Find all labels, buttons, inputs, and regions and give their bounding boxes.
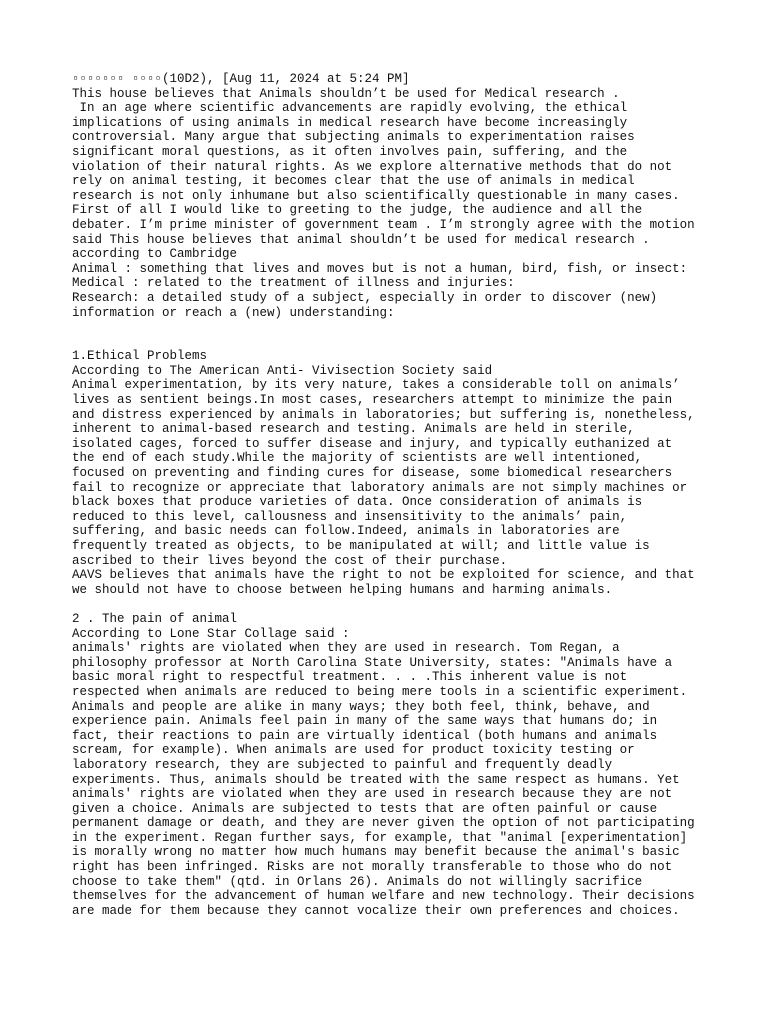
- text-line: In an age where scientific advancements are rapidly evolving, the ethical: [72, 101, 628, 116]
- text-line: isolated cages, forced to suffer disease and injury, and typically euthanized at: [72, 436, 673, 451]
- blank-line: [72, 597, 704, 612]
- text-line: reduced to this level, callousness and insensitivity to the animals’ pain,: [72, 509, 628, 524]
- text-line: the end of each study.While the majority of scientists are well intentioned,: [72, 451, 643, 466]
- text-line: inherent to animal-based research and testing. Animals are held in sterile,: [72, 422, 635, 437]
- text-line: respected when animals are reduced to being mere tools in a scientific experiment.: [72, 684, 688, 699]
- text-line: and distress experienced by animals in laboratories; but suffering is, nonetheless,: [72, 407, 695, 422]
- text-line: right has been infringed. Risks are not morally transferable to those who do not: [72, 860, 673, 875]
- text-line: information or reach a (new) understanding:: [72, 305, 395, 320]
- text-line: choose to take them" (qtd. in Orlans 26). Animals do not willingly sacrifice: [72, 874, 643, 889]
- text-line: experience pain. Animals feel pain in many of the same ways that humans do; in: [72, 714, 658, 729]
- text-line: animals' rights are violated when they are used in research. Tom Regan, a: [72, 641, 620, 656]
- text-line: laboratory research, they are subjected to painful and frequently deadly: [72, 757, 613, 772]
- text-line: permanent damage or death, and they are never given the option of not participating: [72, 816, 695, 831]
- text-line: fail to recognize or appreciate that laboratory animals are not simply machines or: [72, 480, 688, 495]
- text-line: themselves for the advancement of human welfare and new technology. Their decisions: [72, 889, 695, 904]
- text-line: suffering, and basic needs can follow.Indeed, animals in laboratories are: [72, 524, 620, 539]
- text-line: are made for them because they cannot vocalize their own preferences and choices.: [72, 903, 680, 918]
- text-line: frequently treated as objects, to be manipulated at will; and little value is: [72, 539, 650, 553]
- text-line: experiments. Thus, animals should be treated with the same respect as humans. Yet: [72, 772, 680, 787]
- text-line: 2 . The pain of animal: [72, 611, 238, 626]
- text-line: we should not have to choose between helping humans and harming animals.: [72, 582, 613, 597]
- text-line: Animals and people are alike in many ways; they both feel, think, behave, and: [72, 699, 650, 714]
- text-line: ascribed to their lives beyond the cost of their purchase.: [72, 553, 508, 568]
- text-line: fact, their reactions to pain are virtually identical (both humans and animals: [72, 728, 658, 743]
- text-line: controversial. Many argue that subjecting animals to experimentation raises: [72, 130, 635, 145]
- text-line: Research: a detailed study of a subject, especially in order to discover (new): [72, 290, 658, 305]
- text-line: according to Cambridge: [72, 247, 238, 262]
- text-line: First of all I would like to greeting to the judge, the audience and all the: [72, 203, 643, 218]
- text-line: focused on preventing and finding cures for disease, some biomedical researchers: [72, 466, 673, 481]
- text-line: According to Lone Star Collage said :: [72, 626, 350, 641]
- text-line: lives as sentient beings.In most cases, researchers attempt to minimize the pain: [72, 393, 673, 408]
- text-line: is morally wrong no matter how much humans may benefit because the animal's basic: [72, 845, 680, 860]
- text-line: AAVS believes that animals have the right to not be exploited for science, and that: [72, 568, 695, 583]
- text-line: scream, for example). When animals are used for product toxicity testing or: [72, 743, 635, 758]
- text-line: This house believes that Animals shouldn’t be used for Medical research .: [72, 86, 620, 101]
- text-line: given a choice. Animals are subjected to tests that are often painful or cause: [72, 801, 658, 816]
- text-line: 1.Ethical Problems: [72, 349, 208, 364]
- text-line: rely on animal testing, it becomes clear that the use of animals in medical: [72, 174, 635, 189]
- text-line: Animal experimentation, by its very nature, takes a considerable toll on animals’: [72, 378, 680, 393]
- document-body: [72, 87, 704, 919]
- text-line: philosophy professor at North Carolina State University, states: "Animals have a: [72, 655, 673, 670]
- text-line: Medical : related to the treatment of illness and injuries:: [72, 276, 515, 291]
- message-header: ▫▫▫▫▫▫▫ ▫▫▫▫(10D2), [Aug 11, 2024 at 5:24 PM]: [72, 72, 410, 86]
- blank-line: [72, 320, 704, 335]
- text-line: debater. I’m prime minister of government team . I’m strongly agree with the motion: [72, 217, 695, 232]
- text-line: animals' rights are violated when they are used in research because they are not: [72, 787, 673, 802]
- text-line: black boxes that produce varieties of data. Once consideration of animals is: [72, 495, 643, 510]
- text-line: basic moral right to respectful treatment. . . .This inherent value is not: [72, 670, 628, 685]
- document-page: [72, 72, 704, 918]
- blank-line: [72, 335, 704, 350]
- text-line: Animal : something that lives and moves but is not a human, bird, fish, or insect:: [72, 261, 688, 276]
- text-line: research is not only inhumane but also scientifically questionable in many cases.: [72, 188, 680, 203]
- text-line: According to The American Anti- Vivisection Society said: [72, 363, 493, 378]
- text-line: significant moral questions, as it often involves pain, suffering, and the: [72, 144, 628, 159]
- text-line: violation of their natural rights. As we explore alternative methods that do not: [72, 159, 673, 174]
- text-line: said This house believes that animal shouldn’t be used for medical research .: [72, 232, 650, 247]
- text-line: implications of using animals in medical research have become increasingly: [72, 115, 628, 130]
- text-line: in the experiment. Regan further says, for example, that "animal [experimentation]: [72, 830, 688, 845]
